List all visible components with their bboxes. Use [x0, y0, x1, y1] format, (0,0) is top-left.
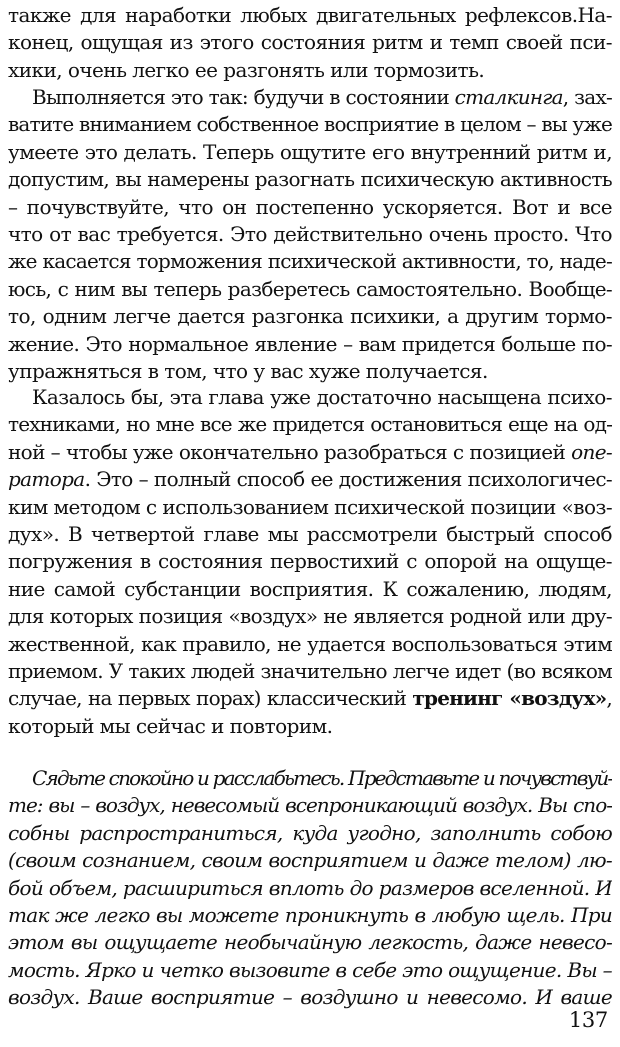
italic-term: опе- [571, 439, 612, 464]
text-line: жение. Это нормальное явление – вам придется больше по- [8, 331, 612, 356]
text-line: дух». В четвертой главе мы рассмотрели быстрый способ [8, 522, 612, 547]
text-run: , зах- [562, 85, 612, 109]
text-line [8, 439, 612, 466]
text-run: случае, на первых порах) классический [8, 686, 413, 711]
paragraph-2 [8, 84, 612, 385]
text-line [8, 84, 612, 111]
page-number: 137 [568, 1008, 608, 1032]
text-line: также для наработки любых двигательных рефлексов.На- [8, 3, 612, 27]
text-line: жественной, как правило, не удается воспользоваться этим [8, 631, 612, 656]
text-line: – почувствуйте, что он постепенно ускоряется. Вот и все [8, 194, 612, 219]
text-line: бой объем, расшириться вплоть до размеров вселенной. И [8, 875, 612, 900]
text-run: . Это – полный способ ее достижения психологичес- [84, 467, 612, 492]
text-line: техниками, но мне все же придется остановиться еще на од- [8, 412, 612, 437]
text-line: (своим сознанием, своим восприятием и даже телом) лю- [8, 848, 612, 873]
text-line: этом вы ощущаете необычайную легкость, даже невесо- [8, 930, 612, 955]
text-line: ватите вниманием собственное восприятие в целом – вы уже [8, 112, 612, 137]
text-line: юсь, с ним вы теперь разберетесь самостоятельно. Вообще- [8, 276, 612, 301]
text-run: Выполняется это так: будучи в состоянии [32, 85, 455, 109]
text-line: конец, ощущая из этого состояния ритм и темп своей пси- [8, 30, 612, 55]
text-line: ние самой субстанции восприятия. К сожалению, людям, [8, 576, 612, 601]
italic-term: сталкинга [454, 85, 563, 109]
text-line [8, 466, 612, 493]
text-line: мость. Ярко и четко вызовите в себе это ощущение. Вы – [8, 957, 612, 982]
text-line: так же легко вы можете проникнуть в любую щель. При [8, 903, 612, 928]
text-line: что от вас требуется. Это действительно очень просто. Что [8, 222, 612, 247]
text-line: погружения в состояния первостихий с опорой на ощуще- [8, 549, 612, 574]
text-line: собны распространиться, куда угодно, заполнить собою [8, 820, 612, 845]
text-line: приемом. У таких людей значительно легче идет (во всяком [8, 659, 612, 684]
text-line: то, одним легче дается разгонка психики, а другим тормо- [8, 304, 612, 329]
text-line: умеете это делать. Теперь ощутите его внутренний ритм и, [8, 139, 612, 164]
text-run: , [606, 686, 612, 711]
text-line: воздух. Ваше восприятие – воздушно и невесомо. И ваше [8, 985, 612, 1010]
paragraph-3 [8, 384, 612, 740]
text-line [8, 685, 612, 712]
text-line: который мы сейчас и повторим. [8, 713, 333, 738]
text-line: же касается торможения психической активности, то, наде- [8, 249, 612, 274]
text-line: допустим, вы намерены разогнать психическую активность [8, 167, 612, 192]
text-run: ной – чтобы уже окончательно разобраться с позицией [8, 439, 572, 464]
italic-term: ратора [8, 467, 85, 492]
text-line: Казалось бы, эта глава уже достаточно насыщена психо- [32, 385, 612, 409]
text-line: те: вы – воздух, невесомый всепроникающий воздух. Вы спо- [8, 793, 612, 818]
paragraph-1 [8, 2, 612, 84]
text-line: упражняться в том, что у вас хуже получается. [8, 359, 488, 384]
text-line: ким методом с использованием психической позиции «воз- [8, 494, 612, 519]
bold-term: тренинг «воздух» [412, 686, 607, 711]
text-line: для которых позиция «воздух» не является родной или дру- [8, 604, 612, 629]
paragraph-italic-exercise [8, 765, 612, 1012]
text-line: Сядьте спокойно и расслабьтесь. Представьте и почувствуй- [32, 766, 612, 790]
text-line: хики, очень легко ее разгонять или тормозить. [8, 57, 485, 82]
